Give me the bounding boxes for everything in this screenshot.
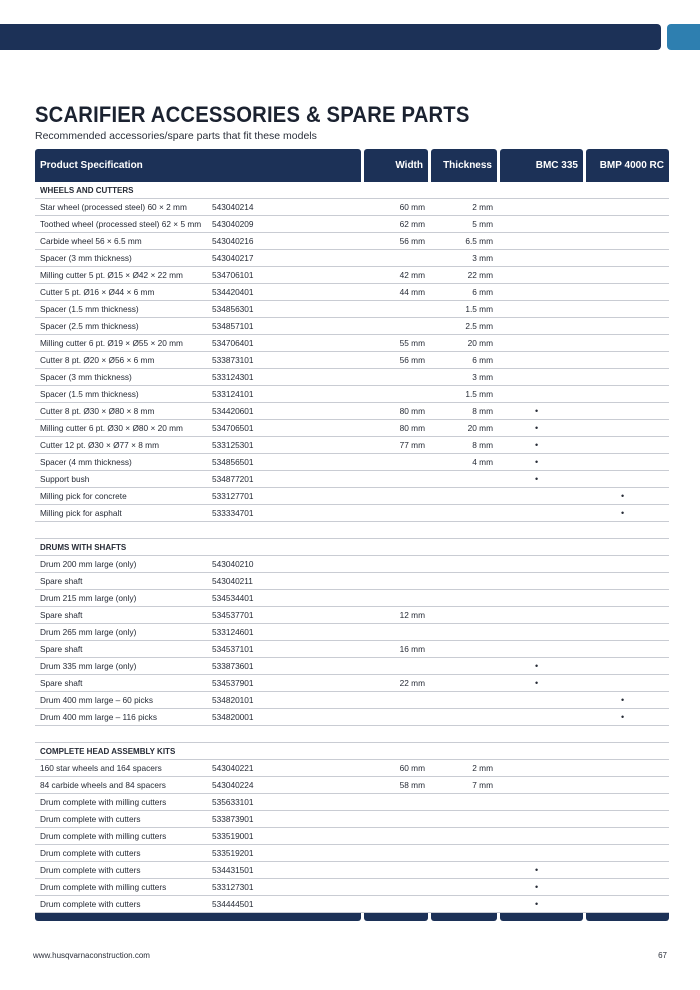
product-name: Drum 200 mm large (only): [40, 559, 137, 569]
product-name: Drum complete with cutters: [40, 865, 141, 875]
part-number: 533873601: [212, 661, 254, 671]
part-number: 543040216: [212, 236, 254, 246]
product-name: Drum complete with milling cutters: [40, 797, 167, 807]
part-number: 534857101: [212, 321, 254, 331]
width-value: 12 mm: [399, 610, 425, 620]
width-value: 62 mm: [399, 219, 425, 229]
part-number: 534534401: [212, 593, 254, 603]
thickness-value: 1.5 mm: [465, 304, 493, 314]
part-number: 534537701: [212, 610, 254, 620]
column-header-thickness: Thickness: [431, 149, 497, 182]
table-row: [35, 471, 669, 488]
part-number: 543040217: [212, 253, 254, 263]
product-name: Milling cutter 6 pt. Ø19 × Ø55 × 20 mm: [40, 338, 183, 348]
product-name: 160 star wheels and 164 spacers: [40, 763, 162, 773]
part-number: 533873101: [212, 355, 254, 365]
part-number: 534856501: [212, 457, 254, 467]
table-row: [35, 267, 669, 284]
page-number: 67: [658, 951, 667, 960]
table-row: [35, 199, 669, 216]
table-row: [35, 403, 669, 420]
width-value: 80 mm: [399, 423, 425, 433]
product-name: Support bush: [40, 474, 90, 484]
width-value: 16 mm: [399, 644, 425, 654]
product-name: Spacer (3 mm thickness): [40, 372, 132, 382]
section-heading: [35, 743, 669, 760]
spacer-row: [35, 726, 669, 743]
bmc-335-fit-marker: •: [535, 457, 539, 467]
spacer-row: [35, 522, 669, 539]
part-number: 534820101: [212, 695, 254, 705]
part-number: 534537901: [212, 678, 254, 688]
bmc-335-fit-marker: •: [535, 661, 539, 671]
table-footer-bar: [364, 913, 428, 921]
table-row: [35, 811, 669, 828]
product-name: Drum 265 mm large (only): [40, 627, 137, 637]
bmp-4000-rc-fit-marker: •: [621, 712, 625, 722]
column-header-bmp-4000-rc: BMP 4000 RC: [586, 149, 669, 182]
section-title: COMPLETE HEAD ASSEMBLY KITS: [40, 747, 176, 756]
width-value: 60 mm: [399, 763, 425, 773]
section-heading: [35, 182, 669, 199]
section-title: DRUMS WITH SHAFTS: [40, 543, 127, 552]
product-name: Spare shaft: [40, 576, 83, 586]
thickness-value: 6 mm: [472, 355, 493, 365]
part-number: 533519201: [212, 848, 254, 858]
product-name: Spacer (1.5 mm thickness): [40, 304, 139, 314]
table-row: [35, 607, 669, 624]
product-name: Drum 400 mm large – 116 picks: [40, 712, 157, 722]
part-number: 534706501: [212, 423, 254, 433]
width-value: 80 mm: [399, 406, 425, 416]
part-number: 533125301: [212, 440, 254, 450]
table-row: [35, 658, 669, 675]
table-row: [35, 845, 669, 862]
bmc-335-fit-marker: •: [535, 423, 539, 433]
thickness-value: 4 mm: [472, 457, 493, 467]
table-row: [35, 386, 669, 403]
table-row: [35, 318, 669, 335]
part-number: 534537101: [212, 644, 254, 654]
part-number: 534877201: [212, 474, 254, 484]
product-name: Cutter 8 pt. Ø20 × Ø56 × 6 mm: [40, 355, 155, 365]
top-banner-tab: [667, 24, 700, 50]
thickness-value: 6 mm: [472, 287, 493, 297]
width-value: 56 mm: [399, 355, 425, 365]
table-row: [35, 233, 669, 250]
product-name: Spacer (3 mm thickness): [40, 253, 132, 263]
section-heading: [35, 539, 669, 556]
table-row: [35, 284, 669, 301]
thickness-value: 1.5 mm: [465, 389, 493, 399]
part-number: 543040209: [212, 219, 254, 229]
column-header-bmc-335: BMC 335: [500, 149, 583, 182]
table-row: [35, 760, 669, 777]
thickness-value: 2 mm: [472, 202, 493, 212]
bmc-335-fit-marker: •: [535, 406, 539, 416]
table-row: [35, 335, 669, 352]
product-name: Toothed wheel (processed steel) 62 × 5 mm: [40, 219, 202, 229]
thickness-value: 7 mm: [472, 780, 493, 790]
product-name: Spare shaft: [40, 644, 83, 654]
bmc-335-fit-marker: •: [535, 882, 539, 892]
part-number: 543040210: [212, 559, 254, 569]
top-banner: [0, 24, 661, 50]
product-name: Cutter 12 pt. Ø30 × Ø77 × 8 mm: [40, 440, 159, 450]
width-value: 42 mm: [399, 270, 425, 280]
thickness-value: 6.5 mm: [465, 236, 493, 246]
product-name: Star wheel (processed steel) 60 × 2 mm: [40, 202, 187, 212]
table-row: [35, 641, 669, 658]
table-footer-bar: [35, 913, 361, 921]
bmc-335-fit-marker: •: [535, 865, 539, 875]
table-row: [35, 216, 669, 233]
product-name: Drum 335 mm large (only): [40, 661, 137, 671]
product-name: Drum complete with milling cutters: [40, 831, 167, 841]
part-number: 533519001: [212, 831, 254, 841]
part-number: 533127701: [212, 491, 254, 501]
thickness-value: 22 mm: [467, 270, 493, 280]
section-title: WHEELS AND CUTTERS: [40, 186, 134, 195]
product-name: Spacer (1.5 mm thickness): [40, 389, 139, 399]
footer-website: www.husqvarnaconstruction.com: [33, 951, 150, 960]
table-row: [35, 301, 669, 318]
product-name: Milling cutter 6 pt. Ø30 × Ø80 × 20 mm: [40, 423, 183, 433]
part-number: 543040214: [212, 202, 254, 212]
width-value: 55 mm: [399, 338, 425, 348]
width-value: 58 mm: [399, 780, 425, 790]
bmc-335-fit-marker: •: [535, 440, 539, 450]
part-number: 534420401: [212, 287, 254, 297]
product-name: Carbide wheel 56 × 6.5 mm: [40, 236, 142, 246]
product-name: Drum complete with cutters: [40, 814, 141, 824]
table-row: [35, 709, 669, 726]
part-number: 534420601: [212, 406, 254, 416]
bmp-4000-rc-fit-marker: •: [621, 508, 625, 518]
thickness-value: 2 mm: [472, 763, 493, 773]
product-name: Milling cutter 5 pt. Ø15 × Ø42 × 22 mm: [40, 270, 183, 280]
table-row: [35, 828, 669, 845]
part-number: 534706401: [212, 338, 254, 348]
part-number: 543040211: [212, 576, 253, 586]
width-value: 22 mm: [399, 678, 425, 688]
table-row: [35, 420, 669, 437]
part-number: 534444501: [212, 899, 254, 909]
table-row: [35, 794, 669, 811]
part-number: 533127301: [212, 882, 254, 892]
page-title: SCARIFIER ACCESSORIES & SPARE PARTS: [35, 102, 470, 127]
product-name: Spacer (4 mm thickness): [40, 457, 132, 467]
part-number: 534856301: [212, 304, 254, 314]
part-number: 533334701: [212, 508, 254, 518]
table-row: [35, 488, 669, 505]
thickness-value: 8 mm: [472, 406, 493, 416]
product-name: Drum 400 mm large – 60 picks: [40, 695, 153, 705]
width-value: 60 mm: [399, 202, 425, 212]
part-number: 533124301: [212, 372, 254, 382]
product-name: Drum complete with cutters: [40, 848, 141, 858]
product-name: Cutter 8 pt. Ø30 × Ø80 × 8 mm: [40, 406, 155, 416]
part-number: 534706101: [212, 270, 254, 280]
table-row: [35, 437, 669, 454]
part-number: 543040224: [212, 780, 254, 790]
table-row: [35, 896, 669, 913]
part-number: 535633101: [212, 797, 254, 807]
part-number: 533124101: [212, 389, 254, 399]
part-number: 543040221: [212, 763, 254, 773]
width-value: 77 mm: [399, 440, 425, 450]
table-row: [35, 505, 669, 522]
thickness-value: 3 mm: [472, 372, 493, 382]
product-name: Milling pick for concrete: [40, 491, 127, 501]
table-row: [35, 454, 669, 471]
product-name: Spacer (2.5 mm thickness): [40, 321, 139, 331]
thickness-value: 8 mm: [472, 440, 493, 450]
part-number: 533873901: [212, 814, 254, 824]
table-footer-bar: [586, 913, 669, 921]
table-row: [35, 862, 669, 879]
table-row: [35, 369, 669, 386]
table-row: [35, 675, 669, 692]
width-value: 44 mm: [399, 287, 425, 297]
table-row: [35, 573, 669, 590]
product-name: Cutter 5 pt. Ø16 × Ø44 × 6 mm: [40, 287, 155, 297]
table-row: [35, 250, 669, 267]
table-row: [35, 624, 669, 641]
width-value: 56 mm: [399, 236, 425, 246]
table-footer-bar: [500, 913, 583, 921]
column-header-width: Width: [364, 149, 428, 182]
table-row: [35, 777, 669, 794]
column-header-product-specification: Product Specification: [35, 149, 361, 182]
table-footer-bar: [431, 913, 497, 921]
product-name: Drum complete with cutters: [40, 899, 141, 909]
product-name: Drum complete with milling cutters: [40, 882, 167, 892]
table-row: [35, 692, 669, 709]
part-number: 533124601: [212, 627, 254, 637]
part-number: 534820001: [212, 712, 254, 722]
bmc-335-fit-marker: •: [535, 474, 539, 484]
bmp-4000-rc-fit-marker: •: [621, 491, 625, 501]
page-subtitle: Recommended accessories/spare parts that fit these models: [35, 130, 317, 142]
product-name: Spare shaft: [40, 678, 83, 688]
table-row: [35, 352, 669, 369]
product-name: 84 carbide wheels and 84 spacers: [40, 780, 166, 790]
bmc-335-fit-marker: •: [535, 678, 539, 688]
thickness-value: 3 mm: [472, 253, 493, 263]
thickness-value: 20 mm: [467, 338, 493, 348]
bmc-335-fit-marker: •: [535, 899, 539, 909]
table-row: [35, 556, 669, 573]
product-name: Drum 215 mm large (only): [40, 593, 137, 603]
table-row: [35, 879, 669, 896]
thickness-value: 20 mm: [467, 423, 493, 433]
table-row: [35, 590, 669, 607]
product-name: Milling pick for asphalt: [40, 508, 122, 518]
thickness-value: 5 mm: [472, 219, 493, 229]
part-number: 534431501: [212, 865, 254, 875]
bmp-4000-rc-fit-marker: •: [621, 695, 625, 705]
parts-table-body: [35, 182, 669, 913]
product-name: Spare shaft: [40, 610, 83, 620]
thickness-value: 2.5 mm: [465, 321, 493, 331]
